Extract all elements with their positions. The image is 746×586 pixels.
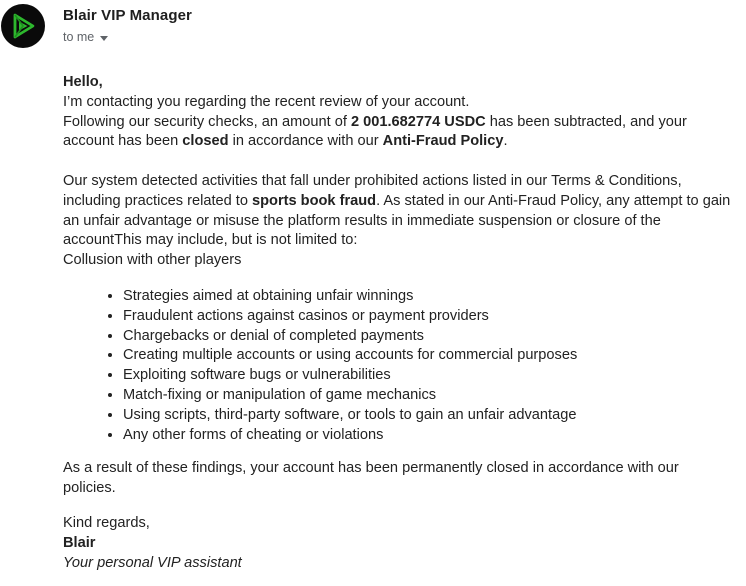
list-item: • Chargebacks or denial of completed payments <box>123 327 735 347</box>
sender-name[interactable]: Blair VIP Manager <box>63 7 192 24</box>
closing-line: Kind regards, <box>63 514 150 531</box>
fraud-type: sports book fraud <box>252 192 377 209</box>
list-item: • Any other forms of cheating or violations <box>123 426 735 446</box>
collusion-line: Collusion with other players <box>63 252 242 269</box>
paragraph-violations: Our system detected activities that fall under prohibited actions listed in our Terms & Conditions, including practices related to sports book fraud. As stated in our Anti-Fraud Policy, any attempt to gain an unfair advantage or misuse the platform results in immediate suspension or closure of the accountThis may include, but is not limited to: <box>63 172 731 249</box>
intro-line: I’m contacting you regarding the recent review of your account. <box>63 93 470 110</box>
closed-text: closed <box>182 133 229 150</box>
list-item: • Fraudulent actions against casinos or payment providers <box>123 307 735 327</box>
recipient-label: to me <box>63 30 95 44</box>
email-header <box>0 0 746 60</box>
recipient-details-toggle[interactable] <box>63 30 108 44</box>
conclusion-paragraph: As a result of these findings, your account has been permanently closed in accordance with our policies. <box>63 460 679 497</box>
paragraph-amount: Following our security checks, an amount of 2 001.682774 USDC has been subtracted, and your account has been closed in accordance with our Anti-Fraud Policy. <box>63 113 687 150</box>
list-item: • Match-fixing or manipulation of game mechanics <box>123 386 735 406</box>
list-item: • Creating multiple accounts or using accounts for commercial purposes <box>123 346 735 366</box>
list-item: • Exploiting software bugs or vulnerabilities <box>123 366 735 386</box>
email-body <box>63 73 735 573</box>
list-item: • Using scripts, third-party software, or tools to gain an unfair advantage <box>123 406 735 426</box>
list-item: • Strategies aimed at obtaining unfair winnings <box>123 287 735 307</box>
amount-value: 2 001.682774 USDC <box>350 113 486 130</box>
greeting: Hello, <box>63 74 103 90</box>
chevron-down-icon[interactable] <box>100 36 108 41</box>
sender-avatar[interactable] <box>1 4 45 48</box>
violation-list <box>63 287 735 445</box>
signature-name: Blair <box>63 534 96 551</box>
signature-role: Your personal VIP assistant <box>63 554 242 571</box>
policy-name: Anti-Fraud Policy <box>382 133 504 150</box>
play-logo-icon <box>9 12 37 40</box>
